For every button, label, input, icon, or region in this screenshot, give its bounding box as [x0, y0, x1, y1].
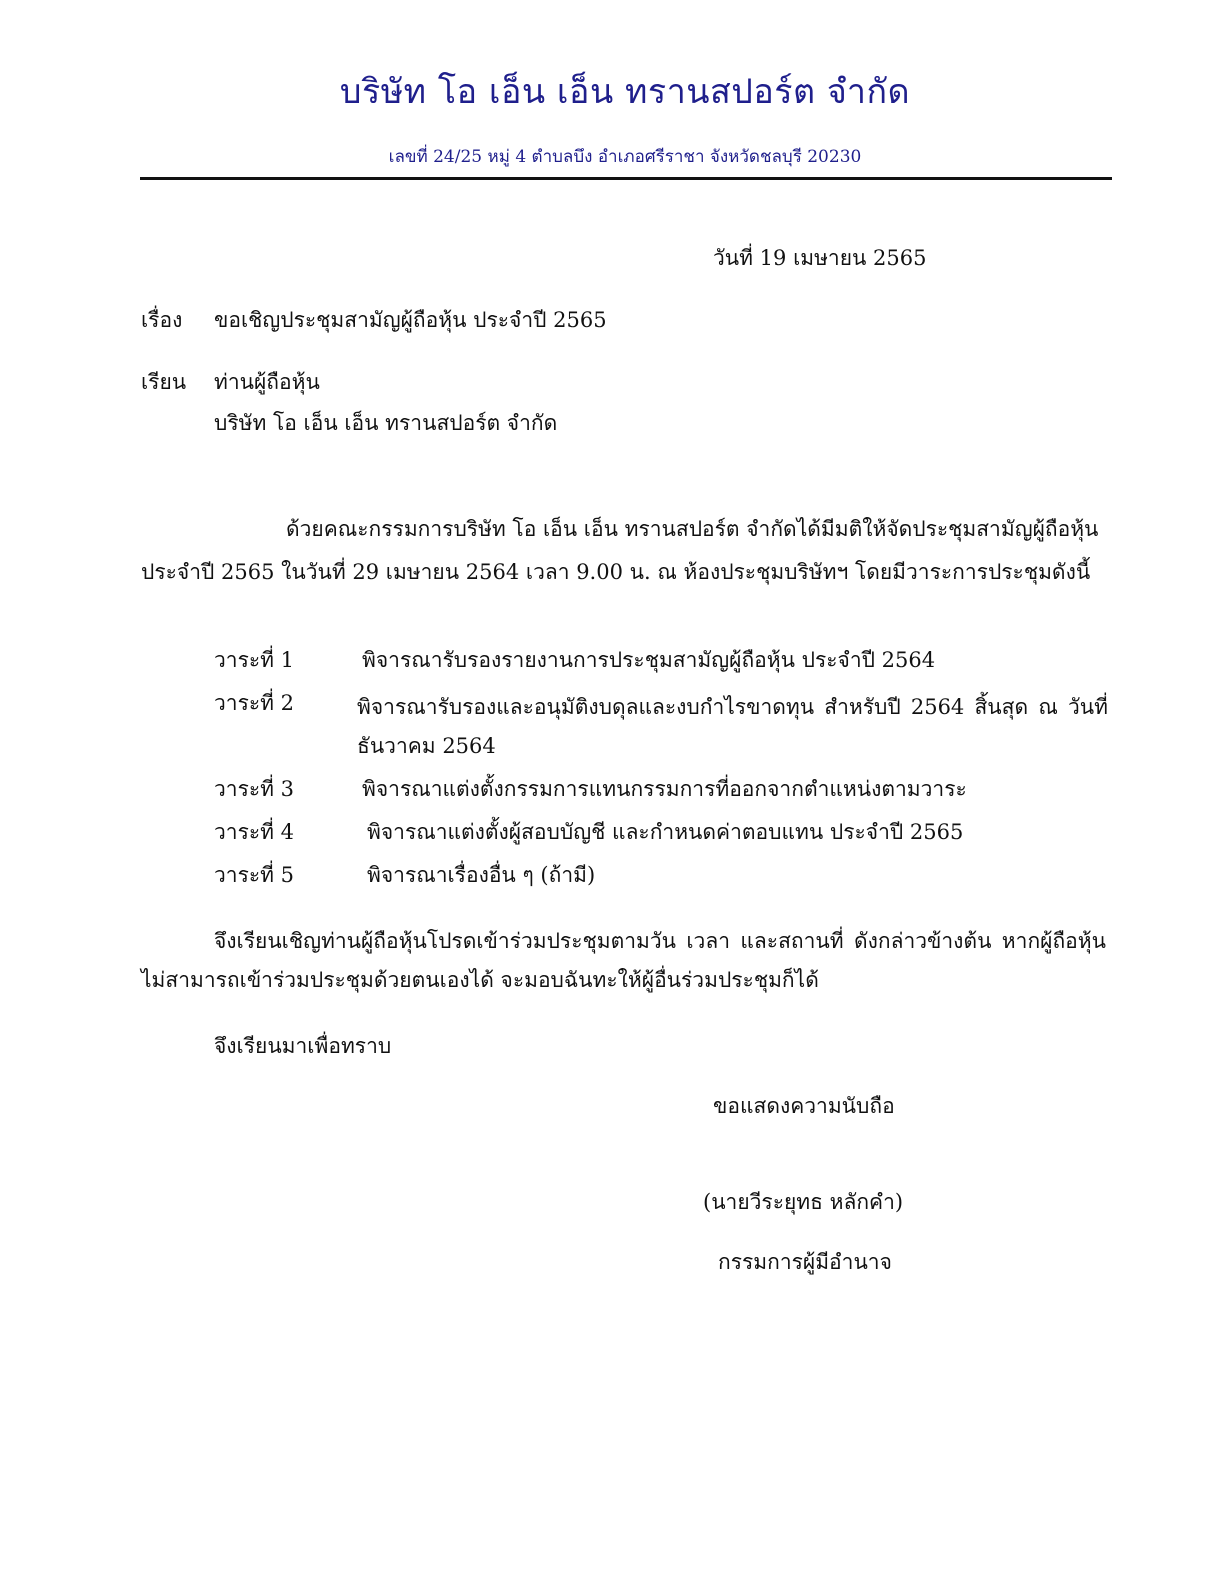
- recipient-line-1: ท่านผู้ถือหุ้น: [214, 370, 320, 394]
- invitation-line-1: จึงเรียนเชิญท่านผู้ถือหุ้นโปรดเข้าร่วมประชุมตามวัน เวลา และสถานที่ ดังกล่าวข้างต้น หากผู้ถือหุ้น: [214, 929, 1106, 953]
- company-address: เลขที่ 24/25 หมู่ 4 ตำบลบึง อำเภอศรีราชา จังหวัดชลบุรี 20230: [388, 147, 862, 167]
- subject-text: ขอเชิญประชุมสามัญผู้ถือหุ้น ประจำปี 2565: [214, 308, 607, 332]
- agenda-item-3-label: วาระที่ 3: [214, 777, 295, 801]
- letter-date: วันที่ 19 เมษายน 2565: [713, 246, 927, 270]
- agenda-item-5-text: พิจารณาเรื่องอื่น ๆ (ถ้ามี): [367, 863, 596, 887]
- closing-phrase: จึงเรียนมาเพื่อทราบ: [214, 1034, 392, 1058]
- agenda-item-4-label: วาระที่ 4: [214, 820, 295, 844]
- invitation-line-2: ไม่สามารถเข้าร่วมประชุมด้วยตนเองได้ จะมอบฉันทะให้ผู้อื่นร่วมประชุมก็ได้: [141, 968, 819, 992]
- agenda-item-3-text: พิจารณาแต่งตั้งกรรมการแทนกรรมการที่ออกจากตำแหน่งตามวาระ: [362, 777, 967, 801]
- signatory-name: (นายวีระยุทธ หลักคำ): [703, 1190, 904, 1214]
- subject-label: เรื่อง: [141, 308, 183, 332]
- recipient-line-2: บริษัท โอ เอ็น เอ็น ทรานสปอร์ต จำกัด: [214, 411, 558, 435]
- company-name: บริษัท โอ เอ็น เอ็น ทรานสปอร์ต จำกัด: [339, 72, 911, 112]
- header-divider: [140, 177, 1112, 180]
- intro-line-1: ด้วยคณะกรรมการบริษัท โอ เอ็น เอ็น ทรานสปอร์ต จำกัดได้มีมติให้จัดประชุมสามัญผู้ถือหุ้น: [286, 517, 1099, 541]
- agenda-item-2-label: วาระที่ 2: [214, 691, 295, 715]
- agenda-item-1-text: พิจารณารับรองรายงานการประชุมสามัญผู้ถือหุ้น ประจำปี 2564: [362, 648, 936, 672]
- agenda-item-5-label: วาระที่ 5: [214, 863, 295, 887]
- agenda-item-4-text: พิจารณาแต่งตั้งผู้สอบบัญชี และกำหนดค่าตอบแทน ประจำปี 2565: [367, 820, 964, 844]
- agenda-item-2-text: พิจารณารับรองและอนุมัติงบดุลและงบกำไรขาดทุน สำหรับปี 2564 สิ้นสุด ณ วันที่: [357, 695, 1108, 719]
- signatory-position: กรรมการผู้มีอำนาจ: [718, 1250, 892, 1274]
- agenda-item-2-text-continued: ธันวาคม 2564: [357, 734, 496, 758]
- recipient-label: เรียน: [141, 370, 187, 394]
- signature-regards: ขอแสดงความนับถือ: [713, 1094, 895, 1118]
- intro-line-2: ประจำปี 2565 ในวันที่ 29 เมษายน 2564 เวลา 9.00 น. ณ ห้องประชุมบริษัทฯ โดยมีวาระการประชุมดังนี้: [141, 560, 1091, 584]
- agenda-item-1-label: วาระที่ 1: [214, 648, 295, 672]
